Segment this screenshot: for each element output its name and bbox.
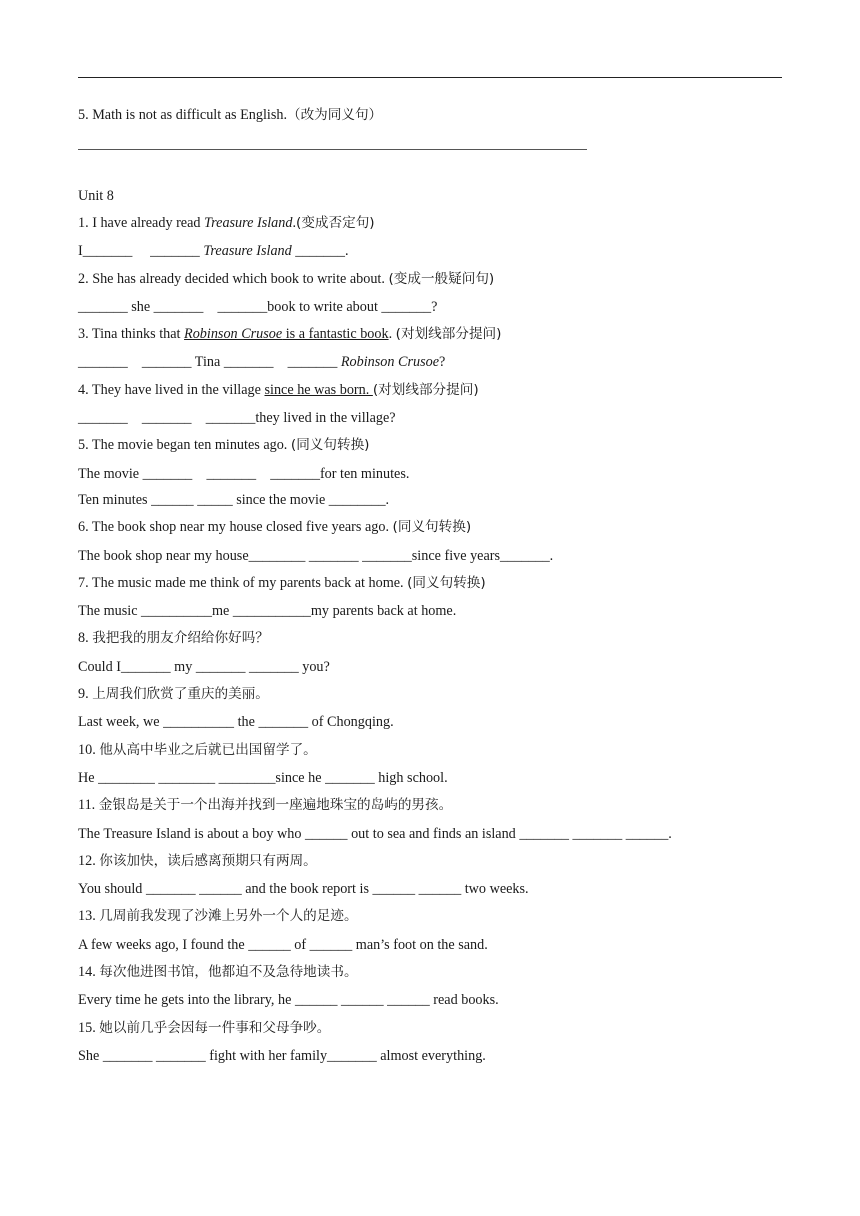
question-7 [78, 574, 486, 592]
answer-text-end: _______. [291, 243, 349, 259]
answer-6: The book shop near my house________ _______ _______since five years_______. [78, 548, 554, 564]
question-text: 5. Math is not as difficult as English. [78, 107, 287, 123]
answer-text: I_______ _______ [78, 243, 204, 259]
question-u7-5 [78, 106, 382, 124]
answer-text-end: ? [439, 354, 446, 370]
question-14 [78, 963, 358, 981]
question-15 [78, 1019, 330, 1037]
book-title: Robinson Crusoe [184, 326, 283, 342]
instruction-note: (对划线部分提问) [395, 326, 502, 342]
answer-9: Last week, we __________ the _______ of Chongqing. [78, 714, 394, 730]
question-6 [78, 518, 471, 536]
answer-14: Every time he gets into the library, he ______ ______ ______ read books. [78, 992, 499, 1008]
answer-1 [78, 242, 349, 260]
answer-13: A few weeks ago, I found the ______ of ______ man’s foot on the sand. [78, 937, 488, 953]
chinese-prompt: 每次他进图书馆，他都迫不及急待地读书。 [99, 964, 358, 980]
unit-heading: Unit 8 [78, 188, 114, 204]
answer-2: _______ she _______ _______book to write about _______? [78, 299, 438, 315]
question-number: 13. [78, 908, 100, 924]
instruction-note: (同义句转换) [392, 519, 472, 535]
chinese-prompt: 你该加快，读后感离预期只有两周。 [99, 853, 317, 869]
answer-8: Could I_______ my _______ _______ you? [78, 659, 330, 675]
header-rule [78, 77, 782, 78]
question-number: 9. [78, 686, 93, 702]
question-number: 14. [78, 964, 100, 980]
instruction-note: （改为同义句） [287, 107, 383, 123]
question-11 [78, 796, 452, 814]
instruction-note: (变成否定句) [296, 215, 375, 231]
question-5 [78, 436, 369, 454]
instruction-note: (同义句转换) [290, 437, 370, 453]
question-text-end: . [292, 215, 297, 231]
question-text: 5. The movie began ten minutes ago. [78, 437, 291, 453]
question-12 [78, 852, 317, 870]
instruction-note: (变成一般疑问句) [388, 271, 495, 287]
answer-15: She _______ _______ fight with her family_______ almost everything. [78, 1048, 486, 1064]
question-number: 12. [78, 853, 100, 869]
chinese-prompt: 他从高中毕业之后就已出国留学了。 [99, 742, 317, 758]
question-text: 2. She has already decided which book to write about. [78, 271, 389, 287]
answer-5a: The movie _______ _______ _______for ten minutes. [78, 466, 410, 482]
question-text: 6. The book shop near my house closed five years ago. [78, 519, 393, 535]
question-text: 1. I have already read [78, 215, 205, 231]
book-title: Treasure Island [204, 215, 293, 231]
instruction-note: (对划线部分提问) [372, 382, 479, 398]
question-text: 4. They have lived in the village [78, 382, 265, 398]
question-2 [78, 270, 494, 288]
question-number: 11. [78, 797, 99, 813]
question-1 [78, 214, 375, 232]
instruction-note: (同义句转换) [407, 575, 486, 591]
answer-11: The Treasure Island is about a boy who ______ out to sea and finds an island _______ _______ ______. [78, 826, 672, 842]
chinese-prompt: 上周我们欣赏了重庆的美丽。 [92, 686, 269, 702]
answer-7: The music __________me ___________my parents back at home. [78, 603, 457, 619]
answer-3 [78, 353, 445, 371]
chinese-prompt: 我把我的朋友介绍给你好吗？ [92, 630, 269, 646]
question-10 [78, 741, 317, 759]
answer-12: You should _______ ______ and the book report is ______ ______ two weeks. [78, 881, 529, 897]
question-13 [78, 907, 358, 925]
book-title: Robinson Crusoe [340, 354, 440, 370]
chinese-prompt: 她以前几乎会因每一件事和父母争吵。 [99, 1020, 331, 1036]
chinese-prompt: 金银岛是关于一个出海并找到一座遍地珠宝的岛屿的男孩。 [98, 797, 453, 813]
answer-5b: Ten minutes ______ _____ since the movie ________. [78, 492, 390, 508]
question-text-end: . [388, 326, 396, 342]
underlined-part: is a fantastic book [282, 326, 389, 342]
chinese-prompt: 几周前我发现了沙滩上另外一个人的足迹。 [99, 908, 358, 924]
question-text: 7. The music made me think of my parents back at home. [78, 575, 408, 591]
question-number: 8. [78, 630, 93, 646]
answer-text: _______ _______ Tina _______ _______ [78, 354, 341, 370]
answer-blank-line [78, 149, 587, 150]
book-title: Treasure Island [203, 243, 292, 259]
question-9 [78, 685, 269, 703]
question-number: 10. [78, 742, 100, 758]
underlined-part: since he was born. [264, 382, 373, 398]
question-4 [78, 381, 479, 399]
question-3 [78, 325, 501, 343]
answer-10: He ________ ________ ________since he _______ high school. [78, 770, 448, 786]
question-number: 15. [78, 1020, 100, 1036]
answer-4: _______ _______ _______they lived in the village? [78, 410, 396, 426]
question-text: 3. Tina thinks that [78, 326, 185, 342]
question-8 [78, 629, 269, 647]
